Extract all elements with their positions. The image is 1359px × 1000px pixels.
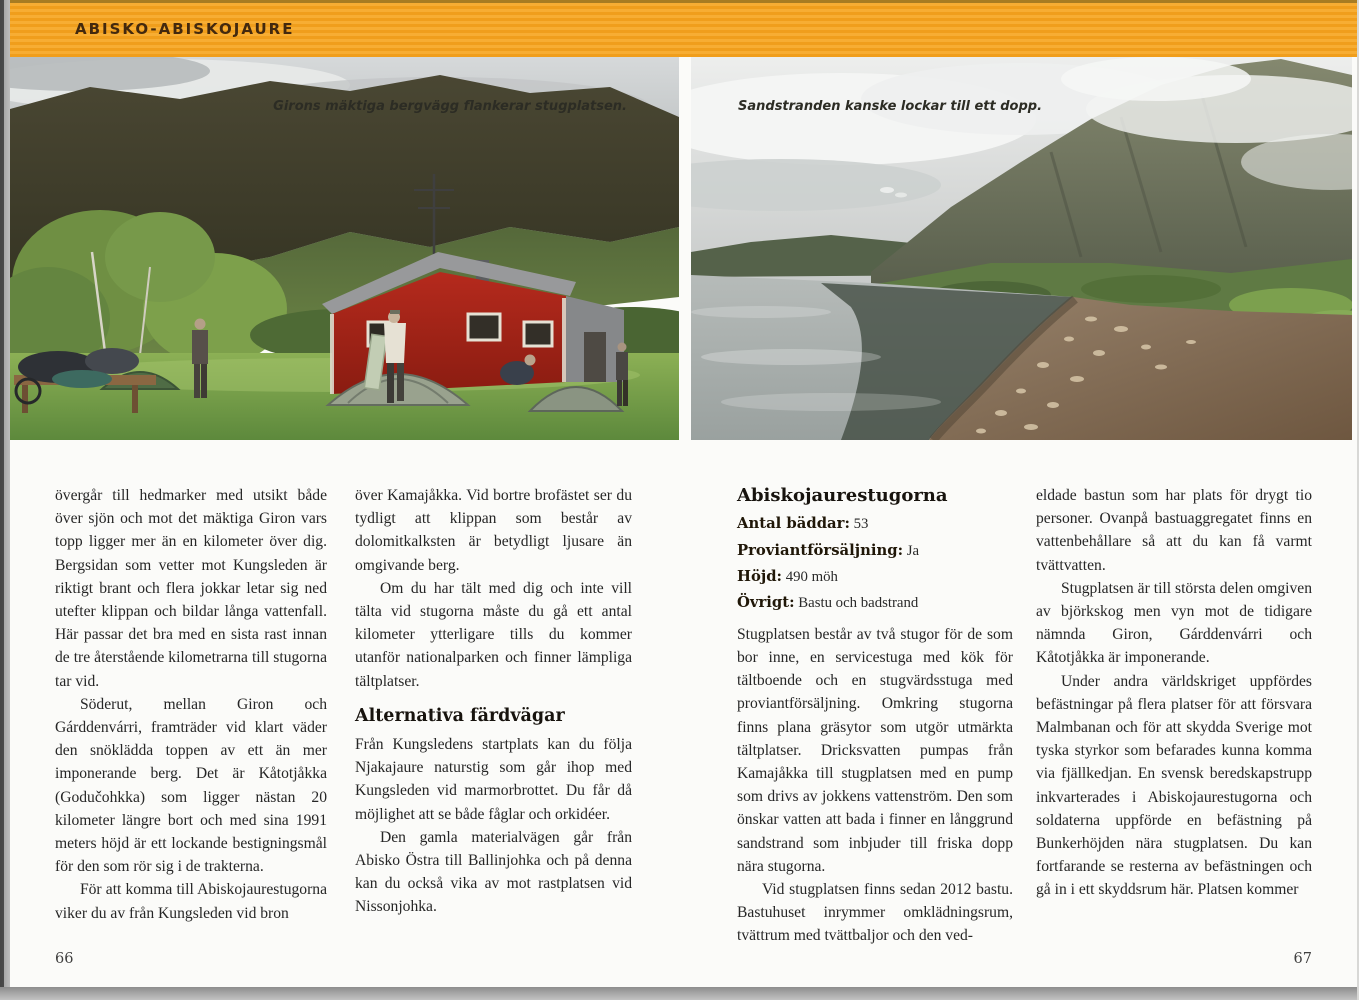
paragraph: Under andra världskriget uppfördes befästningar på flera platser för att försvara Malmbanan och för att skydda Sverige mot tyska styrkor som befarades kunna komma via fjällkedjan. En svensk beredskapstrupp inkvarterades i Abiskojaurestugorna och soldaterna uppförde en befästning på Bunkerhöjden nära stugplatsen. Du kan fortfarande se resterna av befästningen och gå in i ett skyddsrum här. Platsen kommer (1036, 672, 1312, 899)
paragraph: Om du har tält med dig och inte vill tälta vid stugorna måste du gå ett antal kilometer ytterligare tills du kommer utanför nationalparken och finner lämpliga tältplatser. (355, 579, 632, 690)
infobox-row (737, 564, 1013, 590)
photo-caption-left: Girons mäktiga bergvägg flankerar stugplatsen. (273, 99, 627, 114)
right-page-column-2 (1036, 484, 1312, 954)
infobox-row (737, 590, 1013, 616)
infobox-title: Abiskojaurestugorna (737, 485, 948, 506)
scan-edge-left (0, 0, 10, 1000)
right-page-column-1 (737, 484, 1013, 954)
paragraph: Vid stugplatsen finns sedan 2012 bastu. Bastuhuset inrymmer omklädningsrum, tvättrum med tvättbaljor och den ved- (737, 881, 1013, 945)
paragraph: Stugplatsen består av två stugor för de som bor inne, en servicestuga med kök för tältboende och en stugvärdsstuga med proviantförsäljning. Omkring stugorna finns plana gräsytor som utgör utmärkta tältplatser. Dricksvatten pumpas från Kamajåkka till stugplatsen med en pump som drivs av jokkens vattenström. Den som önskar vatten att bada i finner en långgrund sandstrand som inbjuder till friska dopp nära stugorna. (737, 625, 1013, 875)
infobox-label: Antal bäddar: (737, 515, 850, 533)
chapter-title: ABISKO-ABISKOJAURE (75, 20, 295, 38)
infobox-row (737, 511, 1013, 537)
infobox-label: Proviantförsäljning: (737, 541, 904, 559)
paragraph: Söderut, mellan Giron och Gárddenvárri, framträder vid klart väder den snöklädda toppen av ett än mer imponerande berg. Det är Kåtotjåkka (Godučohkka) som ligger nästan 20 kilometer längre bort och med sina 1991 meters höjd är ett lockande bestigningsmål för den som rör sig i de trakterna. (55, 695, 327, 876)
paragraph: För att komma till Abiskojaurestugorna viker du av från Kungsleden vid bron (55, 881, 327, 922)
paragraph: Från Kungsledens startplats kan du följa Njakajaure naturstig som går ihop med Kungsleden vid marmorbrottet. Du får då möjlighet att se både fåglar och orkidéer. (355, 736, 632, 823)
scan-edge-bottom (0, 987, 1359, 1000)
page-number-right: 67 (1293, 951, 1312, 967)
photo-caption-right: Sandstranden kanske lockar till ett dopp. (738, 99, 1043, 114)
infobox-row (737, 538, 1013, 564)
infobox-label: Övrigt: (737, 594, 795, 612)
lake-photo (691, 57, 1352, 440)
page-number-left: 66 (55, 951, 74, 967)
infobox-value: 490 möh (785, 569, 838, 586)
left-page-column-1 (55, 484, 327, 954)
hut-infobox (737, 484, 1013, 617)
hiker-by-tree (192, 319, 208, 399)
campsite-illustration (10, 57, 679, 440)
infobox-value: Ja (906, 542, 920, 559)
section-heading: Alternativa färdvägar (355, 705, 565, 726)
paragraph: övergår till hedmarker med utsikt både över sjön och mot det mäktiga Giron vars topp ligger mer än en kilometer över dig. Bergsidan som vetter mot Kungsleden är riktigt brant och flera jokkar letar sig ned utefter klippan och bildar långa vattenfall. Här passar det bra med en sista rast innan de tre återstående kilometrarna till stugorna tar vid. (55, 487, 327, 690)
paragraph: Stugplatsen är till största delen omgiven av björkskog men vyn mot de tidigare nämnda Giron, Gárddenvárri och Kåtotjåkka är imponerande. (1036, 579, 1312, 667)
left-page-column-2 (355, 484, 632, 954)
scan-edge-top (0, 0, 1359, 3)
paragraph: eldade bastun som har plats för drygt tio personer. Ovanpå bastuaggregatet finns en vattenbehållare så att du kan få varmt tvättvatten. (1036, 487, 1312, 574)
infobox-value: 53 (853, 516, 869, 533)
lake-illustration (691, 57, 1352, 440)
paragraph: över Kamajåkka. Vid bortre brofästet ser du tydligt att klippan som består av dolomitkalksten är betydligt ljusare än omgivande berg. (355, 487, 632, 574)
person-by-right-tent (616, 343, 628, 407)
campsite-photo (10, 57, 679, 440)
chapter-band (10, 3, 1359, 57)
infobox-label: Höjd: (737, 568, 783, 586)
infobox-value: Bastu och badstrand (798, 595, 919, 612)
paragraph: Den gamla materialvägen går från Abisko Östra till Ballinjohka och på denna kan du också vika av mot rastplatsen vid Nissonjohka. (355, 828, 632, 916)
